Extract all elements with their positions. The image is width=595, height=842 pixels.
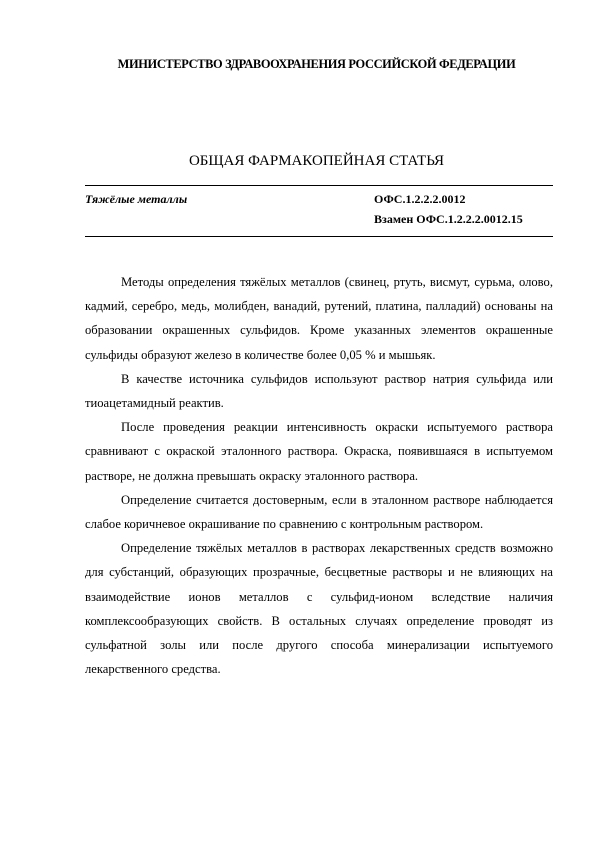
paragraph: Определение считается достоверным, если в эталонном растворе наблюдается слабое коричневое окрашивание по сравнению с контрольным раствором. — [85, 492, 553, 532]
article-code: ОФС.1.2.2.2.0012 — [374, 192, 466, 206]
paragraph: После проведения реакции интенсивность окраски испытуемого раствора сравнивают с окраской эталонного раствора. Окраска, появившаяся в испытуемом растворе, не должна превышать окраску эталонного раствора. — [85, 420, 553, 483]
document-type-heading: ОБЩАЯ ФАРМАКОПЕЙНАЯ СТАТЬЯ — [188, 153, 445, 169]
paragraph: Определение тяжёлых металлов в растворах лекарственных средств возможно для субстанций, образующих прозрачные, бесцветные растворы и не влияющих на взаимодействие ионов металлов с сульфид-ионом вследствие наличия комплексообразующих свойств. В остальных случаях определение проводят из сульфатной золы или после другого способа минерализации испытуемого лекарственного средства. — [85, 541, 553, 677]
header-rule-bottom — [85, 236, 553, 237]
paragraph: Методы определения тяжёлых металлов (свинец, ртуть, висмут, сурьма, олово, кадмий, серебро, медь, молибден, ванадий, рутений, платина, палладий) основаны на образовании окрашенных сульфидов. Кроме указанных элементов окрашенные сульфиды образуют железо в количестве более 0,05 % и мышьяк. — [85, 275, 553, 362]
header-rule-top — [85, 185, 553, 186]
article-body — [85, 270, 553, 681]
ministry-header: МИНИСТЕРСТВО ЗДРАВООХРАНЕНИЯ РОССИЙСКОЙ ФЕДЕРАЦИИ — [117, 57, 516, 71]
article-title: Тяжёлые металлы — [85, 192, 188, 206]
paragraph: В качестве источника сульфидов используют раствор натрия сульфида или тиоацетамидный реактив. — [85, 371, 553, 411]
article-replaces: Взамен ОФС.1.2.2.2.0012.15 — [374, 212, 523, 226]
